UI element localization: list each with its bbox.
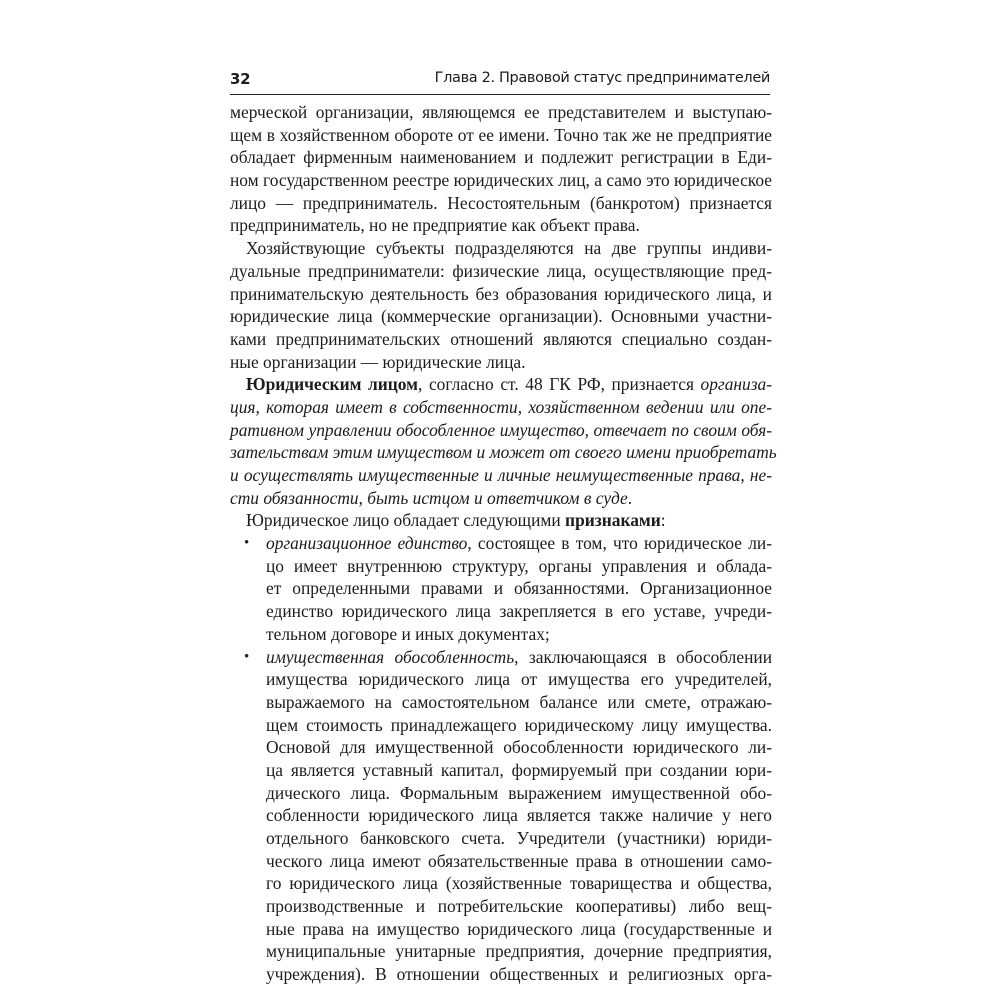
text-line: ные права на имущество юридического лица (государственные и bbox=[266, 918, 772, 939]
text-line bbox=[230, 464, 772, 487]
text-line: отдельного банковского счета. Учредители (участники) юриди- bbox=[266, 828, 772, 848]
running-header bbox=[230, 68, 770, 95]
text-line: тельном договоре и иных документах; bbox=[266, 623, 550, 644]
text-line: ческого лица имеют обязательственные права в отношении само- bbox=[266, 850, 772, 871]
definition-italic: сти обязанности, быть истцом и ответчиком в суде bbox=[230, 487, 628, 508]
text-line: ца является уставный капитал, формируемый при создании юри- bbox=[266, 759, 772, 780]
bullet-icon: • bbox=[244, 648, 250, 665]
bullet-icon: • bbox=[244, 535, 250, 552]
text-line bbox=[230, 441, 777, 464]
text-line: муниципальные унитарные предприятия, дочерние предприятия, bbox=[266, 941, 772, 962]
list-item: • организационное единство, состоящее в том, что юридическое ли- bbox=[244, 533, 772, 554]
page-number: 32 bbox=[230, 70, 251, 88]
text-line: Основой для имущественной обособленности юридического ли- bbox=[266, 737, 772, 758]
text-line: предприниматель, но не предприятие как объект права. bbox=[230, 215, 640, 236]
text-line: ном государственном реестре юридических лиц, а само это юридическое bbox=[230, 170, 772, 191]
text-line: Хозяйствующие субъекты подразделяются на две группы индиви- bbox=[246, 238, 772, 259]
text-line: принимательскую деятельность без образования юридического лица, и bbox=[230, 283, 772, 304]
text-line: ет определенными правами и обязанностями. Организационное bbox=[266, 578, 772, 599]
text-line: сти обязанности, быть истцом и ответчиком в суде. bbox=[230, 487, 633, 508]
text-line: обладает фирменным наименованием и подлежит регистрации в Еди- bbox=[230, 147, 772, 168]
running-title: Глава 2. Правовой статус предпринимателей bbox=[434, 70, 770, 86]
text-line: выражаемого на самостоятельном балансе или смете, отражаю- bbox=[266, 691, 772, 712]
list-item: • имущественная обособленность, заключающаяся в обособлении bbox=[244, 646, 772, 667]
text-line: го юридического лица (хозяйственные товарищества и общества, bbox=[266, 873, 772, 894]
text-line bbox=[230, 396, 772, 419]
text-line: цо имеет внутреннюю структуру, органы управления и облада- bbox=[266, 555, 772, 576]
definition-line bbox=[230, 373, 772, 396]
definition-italic: организа- bbox=[700, 374, 772, 395]
text-line: дического лица. Формальным выражением имущественной обо- bbox=[266, 782, 772, 803]
features-intro: Юридическое лицо обладает следующими признаками: bbox=[246, 510, 666, 531]
definition-italic: и осуществлять имущественные и личные неимущественные права, не- bbox=[230, 465, 772, 485]
text-line: щем в хозяйственном обороте от ее имени. Точно так же не предприятие bbox=[230, 124, 772, 145]
text-line: единство юридического лица закрепляется в его уставе, учреди- bbox=[266, 601, 772, 622]
text-line: лицо — предприниматель. Несостоятельным (банкротом) признается bbox=[230, 192, 772, 213]
features-term: признаками bbox=[565, 510, 661, 531]
definition-italic: ративном управлении обособленное имущество, отвечает по своим обя- bbox=[230, 419, 772, 440]
text-line: учреждения). В отношении общественных и религиозных орга- bbox=[266, 964, 772, 985]
legal-entity-term: Юридическим лицом bbox=[246, 374, 419, 395]
body-text bbox=[230, 101, 777, 986]
definition-italic: ция, которая имеет в собственности, хозяйственном ведении или опе- bbox=[230, 396, 772, 417]
definition-lead: , согласно ст. 48 ГК РФ, признается bbox=[418, 374, 701, 395]
text-line: щем стоимость принадлежащего юридическому лицу имущества. bbox=[266, 714, 772, 735]
text-line bbox=[230, 419, 772, 442]
text-line: ные организации — юридические лица. bbox=[230, 351, 526, 372]
text-line: ками предпринимательских отношений являются специально создан- bbox=[230, 328, 772, 349]
text-line: имущества юридического лица от имущества его учредителей, bbox=[266, 669, 772, 690]
feature-term: организационное единство bbox=[266, 533, 468, 554]
text-line: производственные и потребительские кооперативы) либо вещ- bbox=[266, 896, 772, 917]
definition-italic: зательствам этим имуществом и может от своего имени приобретать bbox=[230, 442, 777, 463]
text-line: собленности юридического лица является также наличие у него bbox=[266, 805, 772, 826]
text-line: мерческой организации, являющемся ее представителем и выступаю- bbox=[230, 102, 772, 122]
feature-term: имущественная обособленность bbox=[266, 646, 515, 667]
text-line: юридические лица (коммерческие организации). Основными участни- bbox=[230, 306, 772, 327]
text-line: дуальные предприниматели: физические лица, осуществляющие пред- bbox=[230, 260, 772, 281]
